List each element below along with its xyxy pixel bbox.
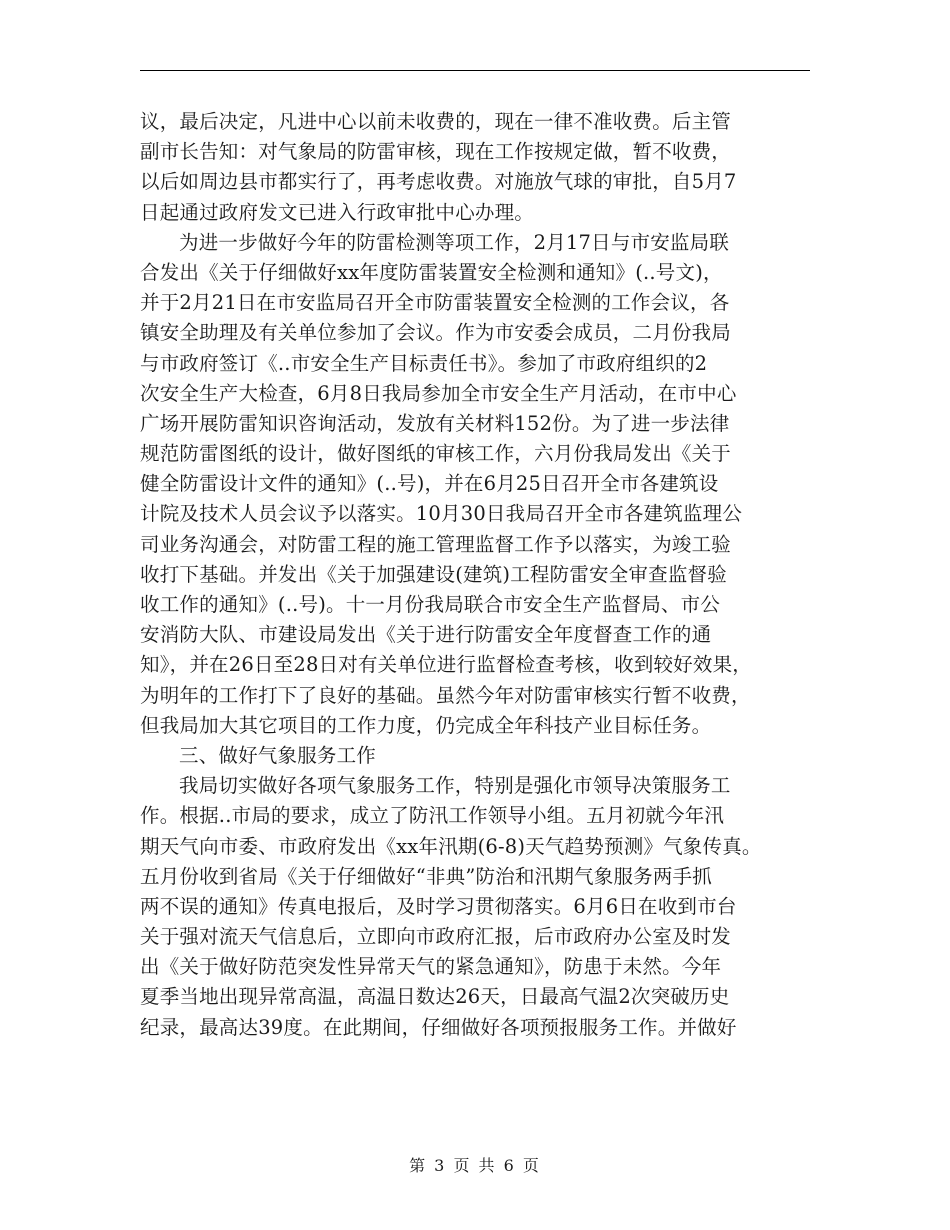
text-line: 为明年的工作打下了良好的基础。虽然今年对防雷审核实行暂不收费， [140, 683, 751, 707]
text-line: 计院及技术人员会议予以落实。10月30日我局召开全市各建筑监理公 [140, 502, 743, 526]
text-line: 为进一步做好今年的防雷检测等项工作，2月17日与市安监局联 [179, 230, 730, 254]
text-line: 并于2月21日在市安监局召开全市防雷装置安全检测的工作会议，各 [140, 291, 730, 315]
text-line: 出《关于做好防范突发性异常天气的紧急通知》，防患于未然。今年 [140, 955, 722, 979]
text-line: 期天气向市委、市政府发出《xx年汛期(6-8)天气趋势预测》气象传真。 [140, 834, 762, 858]
text-line: 以后如周边县市都实行了，再考虑收费。对施放气球的审批，自5月7 [140, 170, 737, 194]
text-line: 司业务沟通会，对防雷工程的施工管理监督工作予以落实，为竣工验 [140, 532, 732, 556]
document-body [140, 107, 830, 1043]
text-line: 次安全生产大检查，6月8日我局参加全市安全生产月活动，在市中心 [140, 381, 737, 405]
page-number-footer: 第 3 页 共 6 页 [409, 1156, 541, 1175]
text-line: 议，最后决定，凡进中心以前未收费的，现在一律不准收费。后主管 [140, 110, 732, 133]
text-line: 合发出《关于仔细做好xx年度防雷装置安全检测和通知》(..号文)， [140, 260, 723, 284]
text-line: 收打下基础。并发出《关于加强建设(建筑)工程防雷安全审查监督验 [140, 562, 727, 586]
text-line: 但我局加大其它项目的工作力度，仍完成全年科技产业目标任务。 [140, 713, 712, 737]
text-line: 与市政府签订《..市安全生产目标责任书》。参加了市政府组织的2 [140, 351, 708, 375]
text-line: 安消防大队、市建设局发出《关于进行防雷安全年度督查工作的通 [140, 623, 712, 647]
header-rule [140, 70, 810, 71]
text-line: 纪录，最高达39度。在此期间，仔细做好各项预报服务工作。并做好 [140, 1015, 737, 1039]
text-line: 三、做好气象服务工作 [179, 743, 377, 767]
text-line: 知》，并在26日至28日对有关单位进行监督检查考核，收到较好效果， [140, 653, 752, 677]
text-line: 收工作的通知》(..号)。十一月份我局联合市安全生产监督局、市公 [140, 593, 721, 616]
text-line: 作。根据..市局的要求，成立了防汛工作领导小组。五月初就今年汛 [140, 804, 725, 828]
text-line: 规范防雷图纸的设计，做好图纸的审核工作，六月份我局发出《关于 [140, 442, 732, 466]
text-line: 健全防雷设计文件的通知》(..号)，并在6月25日召开全市各建筑设 [140, 472, 719, 496]
text-line: 关于强对流天气信息后，立即向市政府汇报，后市政府办公室及时发 [140, 925, 732, 949]
text-line: 副市长告知：对气象局的防雷审核，现在工作按规定做，暂不收费， [140, 140, 732, 164]
text-line: 夏季当地出现异常高温，高温日数达26天，日最高气温2次突破历史 [140, 985, 730, 1009]
text-line: 两不误的通知》传真电报后，及时学习贯彻落实。6月6日在收到市台 [140, 894, 737, 918]
text-line: 五月份收到省局《关于仔细做好“非典”防治和汛期气象服务两手抓 [140, 864, 712, 888]
text-line: 镇安全助理及有关单位参加了会议。作为市安委会成员，二月份我局 [140, 321, 732, 345]
text-line: 广场开展防雷知识咨询活动，发放有关材料152份。为了进一步法律 [140, 411, 730, 435]
text-line: 日起通过政府发文已进入行政审批中心办理。 [140, 200, 535, 224]
text-line: 我局切实做好各项气象服务工作，特别是强化市领导决策服务工 [179, 774, 731, 798]
